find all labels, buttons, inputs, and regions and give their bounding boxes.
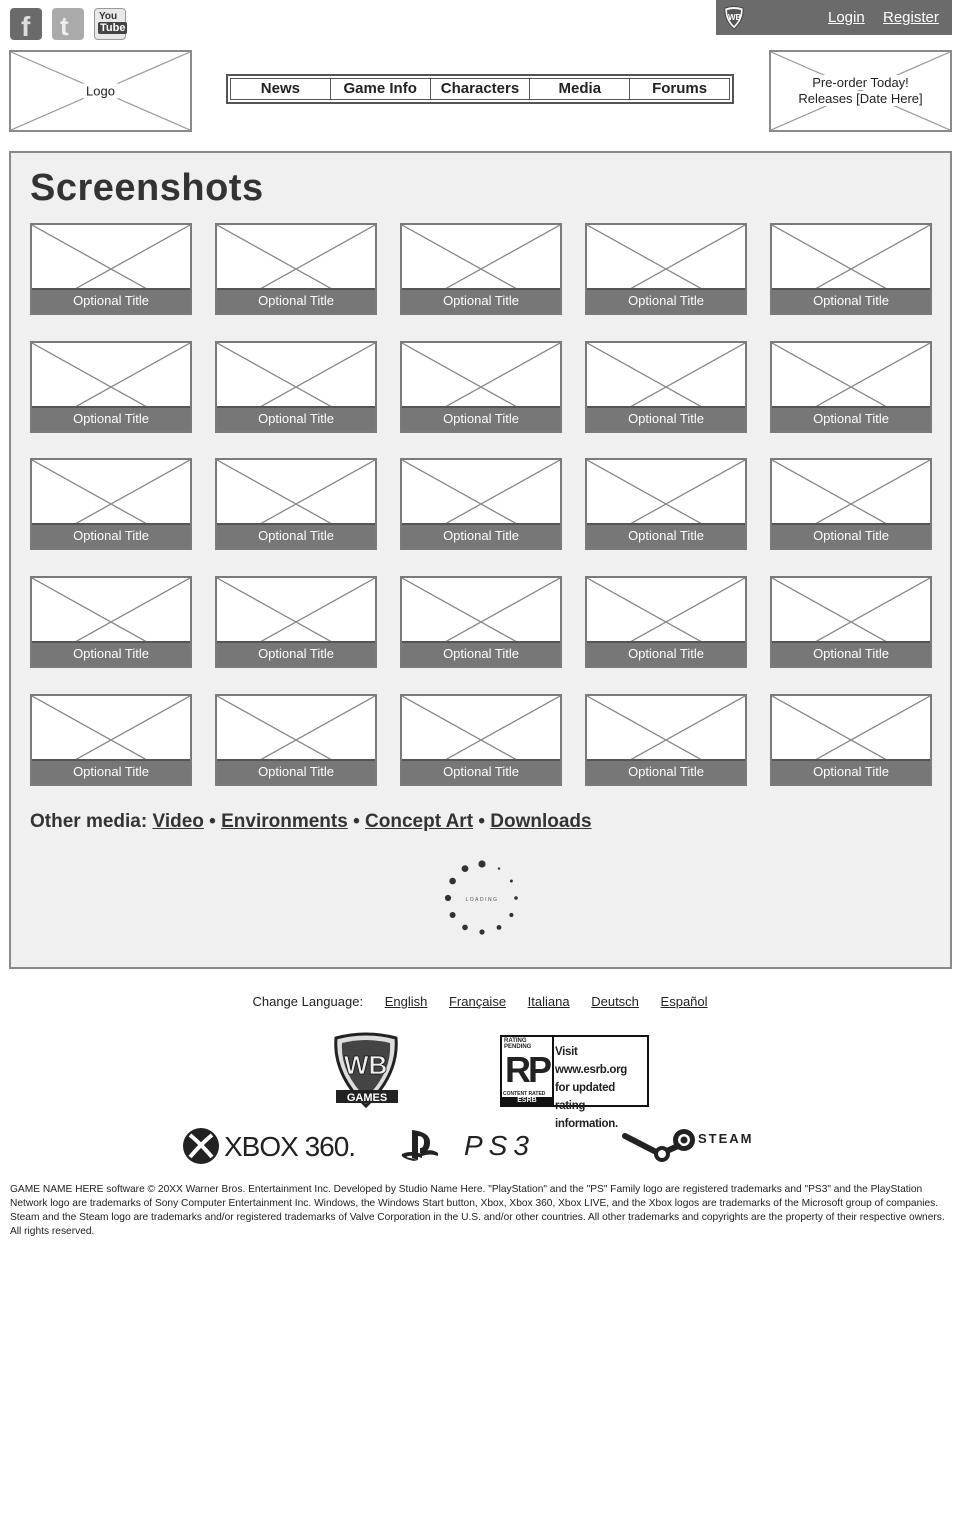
screenshot-caption: Optional Title: [32, 759, 190, 784]
lang-english-link[interactable]: English: [384, 994, 428, 1009]
loading-dot: [462, 925, 468, 931]
esrb-top-text: RATING PENDING: [504, 1038, 532, 1050]
screenshot-thumbnail[interactable]: [770, 694, 932, 786]
loading-dot: [510, 880, 513, 883]
screenshot-thumbnail[interactable]: [400, 694, 562, 786]
page-title: Screenshots: [30, 167, 264, 209]
other-media-concept-art-link[interactable]: Concept Art: [365, 811, 474, 832]
screenshot-caption: Optional Title: [402, 288, 560, 313]
loading-dot: [498, 867, 500, 869]
lang-italiana-link[interactable]: Italiana: [527, 994, 570, 1009]
screenshot-caption: Optional Title: [217, 406, 375, 431]
screenshot-caption: Optional Title: [217, 759, 375, 784]
ps3-text: PS3: [464, 1130, 535, 1161]
ps3-logo-icon: [400, 1126, 560, 1164]
twitter-icon[interactable]: [52, 8, 84, 40]
screenshot-caption: Optional Title: [32, 641, 190, 666]
screenshot-caption: Optional Title: [32, 523, 190, 548]
screenshot-caption: Optional Title: [402, 759, 560, 784]
screenshot-caption: Optional Title: [217, 523, 375, 548]
legal-text: GAME NAME HERE software © 20XX Warner Bros. Entertainment Inc. Developed by Studio Name Here. "PlayStation" and the "PS" Family logo are registered trademarks and "PS3" and the PlayStation Network logo are trademarks of Sony Computer Entertainment Inc. Windows, the Windows Start button, Xbox, Xbox 360, Xbox LIVE, and the Xbox logos are trademarks of the Microsoft group of companies. Steam and the Steam logo are trademarks and/or registered trademarks of Valve Corporation in the U.S. and/or other countries. All other trademarks and copyrights are the property of their respective owners. All rights reserved.: [10, 1184, 945, 1237]
screenshot-caption: Optional Title: [32, 288, 190, 313]
esrb-rp-text: RP: [505, 1049, 550, 1090]
screenshot-caption: Optional Title: [587, 288, 745, 313]
loading-dot: [445, 895, 451, 901]
esrb-msg-2: for updated rating: [555, 1082, 615, 1112]
wb-shield-icon: [723, 5, 745, 30]
nav-item-news[interactable]: News: [231, 79, 331, 99]
xbox-360-logo-icon: [182, 1126, 362, 1166]
steam-logo-icon: [620, 1126, 770, 1166]
screenshot-caption: Optional Title: [402, 406, 560, 431]
screenshot-caption: Optional Title: [402, 523, 560, 548]
screenshot-thumbnail[interactable]: [215, 223, 377, 315]
wb-games-text: GAMES: [346, 1092, 388, 1104]
screenshot-thumbnail[interactable]: [585, 458, 747, 550]
other-media-environments-link[interactable]: Environments: [221, 811, 348, 832]
loading-dot: [509, 913, 513, 917]
svg-text:f: f: [21, 11, 31, 40]
esrb-msg-3: information.: [555, 1118, 618, 1130]
youtube-icon[interactable]: [94, 8, 126, 40]
screenshot-caption: Optional Title: [587, 759, 745, 784]
esrb-brand-text: ESRB: [502, 1097, 552, 1105]
loading-dot: [478, 860, 485, 867]
nav-item-game-info[interactable]: Game Info: [331, 79, 431, 99]
other-media-label: Other media:: [30, 811, 148, 832]
screenshot-caption: Optional Title: [587, 641, 745, 666]
loading-dot: [462, 865, 469, 872]
screenshot-thumbnail[interactable]: [215, 576, 377, 668]
preorder-banner[interactable]: [769, 50, 952, 132]
screenshot-caption: Optional Title: [772, 641, 930, 666]
screenshot-thumbnail[interactable]: [400, 223, 562, 315]
screenshot-thumbnail[interactable]: [585, 341, 747, 433]
svg-text:WB: WB: [728, 13, 742, 22]
screenshot-thumbnail[interactable]: [30, 576, 192, 668]
other-media-video-link[interactable]: Video: [152, 811, 204, 832]
loading-dot: [449, 878, 456, 885]
esrb-msg-1: Visit www.esrb.org: [555, 1046, 628, 1076]
wb-games-logo-icon: [332, 1032, 406, 1108]
screenshot-caption: Optional Title: [772, 288, 930, 313]
facebook-icon[interactable]: [10, 8, 42, 40]
lang-deutsch-link[interactable]: Deutsch: [591, 994, 639, 1009]
other-media: Other media: Video • Environments • Concept Art • Downloads: [30, 811, 592, 832]
screenshot-thumbnail[interactable]: [400, 341, 562, 433]
logo-label: Logo: [83, 84, 118, 99]
preorder-line-2: Releases [Date Here]: [795, 91, 925, 106]
screenshot-thumbnail[interactable]: [215, 694, 377, 786]
loading-dot: [497, 925, 502, 930]
loading-dot: [514, 896, 518, 900]
account-bar: [716, 0, 952, 35]
screenshot-caption: Optional Title: [402, 641, 560, 666]
screenshot-caption: Optional Title: [587, 523, 745, 548]
svg-text:t: t: [60, 11, 69, 40]
screenshot-caption: Optional Title: [587, 406, 745, 431]
loading-dot: [450, 912, 456, 918]
loading-dot: [479, 929, 484, 934]
screenshot-thumbnail[interactable]: [30, 694, 192, 786]
loading-text: LOADING: [465, 897, 499, 903]
screenshots-panel: [9, 151, 952, 969]
youtube-text-top: You: [99, 11, 118, 22]
main-nav: [226, 74, 734, 104]
screenshot-caption: Optional Title: [217, 288, 375, 313]
screenshot-thumbnail[interactable]: [770, 223, 932, 315]
change-language-label: Change Language:: [252, 994, 364, 1009]
esrb-rating-badge: [500, 1035, 649, 1130]
nav-item-forums[interactable]: Forums: [652, 80, 708, 97]
screenshot-thumbnail[interactable]: [30, 341, 192, 433]
language-selector: [0, 994, 960, 1009]
screenshot-thumbnail[interactable]: [585, 694, 747, 786]
xbox-text: XBOX 360.: [224, 1131, 356, 1162]
screenshot-thumbnail[interactable]: [770, 341, 932, 433]
logo-placeholder[interactable]: [9, 50, 192, 132]
screenshot-thumbnail[interactable]: [215, 341, 377, 433]
screenshot-caption: Optional Title: [772, 523, 930, 548]
screenshot-caption: Optional Title: [32, 406, 190, 431]
screenshot-thumbnail[interactable]: [400, 458, 562, 550]
nav-item-characters[interactable]: Characters: [431, 79, 531, 99]
esrb-bottom-text: CONTENT RATED: [503, 1091, 546, 1097]
screenshot-thumbnail[interactable]: [770, 576, 932, 668]
screenshot-caption: Optional Title: [217, 641, 375, 666]
other-media-downloads-link[interactable]: Downloads: [490, 811, 592, 832]
screenshot-thumbnail[interactable]: [30, 458, 192, 550]
youtube-text-bottom: Tube: [100, 22, 126, 34]
svg-text:WB: WB: [344, 1050, 388, 1080]
lang-francaise-link[interactable]: Française: [448, 994, 507, 1009]
login-link[interactable]: Login: [828, 9, 865, 26]
screenshot-thumbnail[interactable]: [585, 576, 747, 668]
screenshot-caption: Optional Title: [772, 759, 930, 784]
screenshot-thumbnail[interactable]: [30, 223, 192, 315]
steam-text: STEAM: [698, 1131, 754, 1146]
screenshot-thumbnail[interactable]: [215, 458, 377, 550]
lang-espanol-link[interactable]: Español: [660, 994, 708, 1009]
loading-spinner-icon: [444, 860, 520, 936]
preorder-line-1: Pre-order Today!: [809, 75, 912, 90]
nav-item-media[interactable]: Media: [530, 79, 630, 99]
screenshot-thumbnail[interactable]: [770, 458, 932, 550]
register-link[interactable]: Register: [883, 9, 939, 26]
screenshot-caption: Optional Title: [772, 406, 930, 431]
screenshot-thumbnail[interactable]: [400, 576, 562, 668]
screenshot-thumbnail[interactable]: [585, 223, 747, 315]
